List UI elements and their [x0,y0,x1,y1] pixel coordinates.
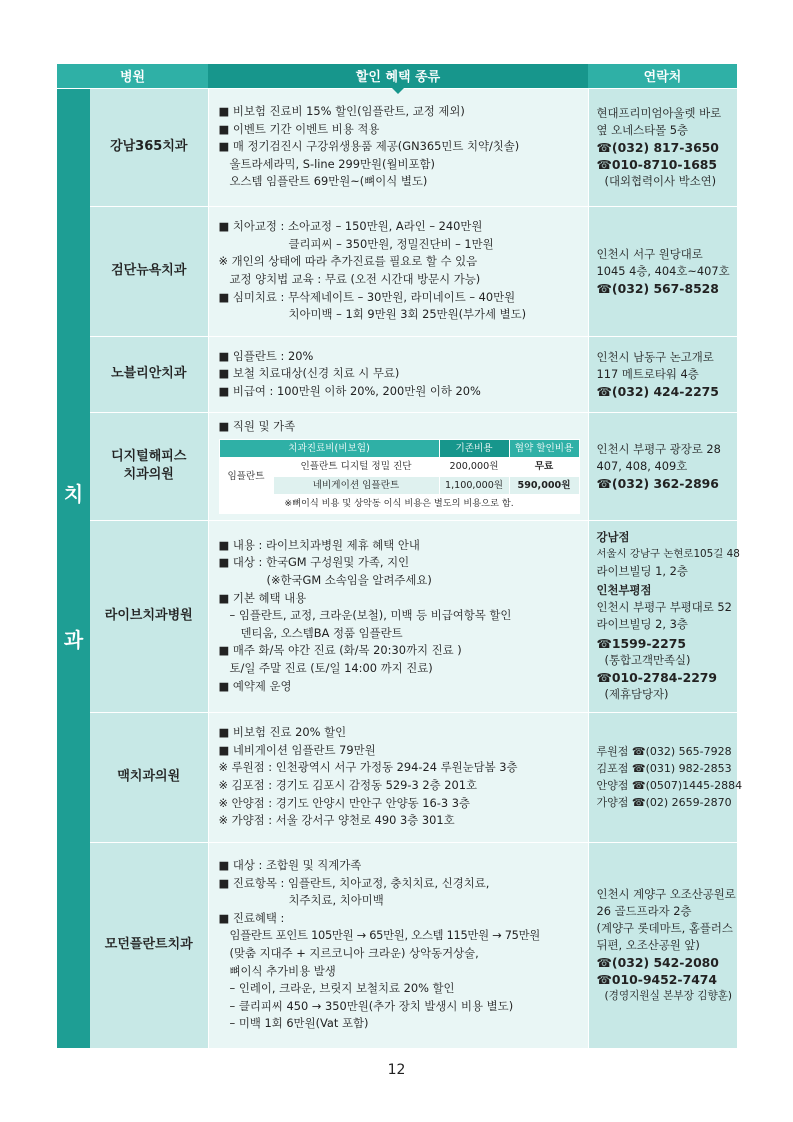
table-row [57,206,737,336]
detail-line: ■ 이벤트 기간 이벤트 비용 적용 [218,121,380,136]
category-cell [57,88,90,1048]
contact-line: 117 메트로타워 4층 [596,366,699,381]
detail-line: ※ 가양점 : 서울 강서구 양천로 490 3층 301호 [218,813,455,828]
detail-line: (맞춤 지대주 + 지르코니아 크라운) 상악동거상술, [229,946,479,960]
detail-line: 뼈이식 추가비용 발생 [229,963,336,978]
benefit-detail [208,336,588,412]
contact-line: 인천시 계양구 오조산공원로 [596,886,736,901]
contact-phone: ☎(032) 362-2896 [596,475,719,491]
contact-line: (통합고객만족실) [604,653,691,667]
benefit-detail [208,88,588,206]
detail-line: ■ 대상 : 한국GM 구성원및 가족, 지인 [218,555,410,570]
detail-line: ※ 루원점 : 인천광역시 서구 가정동 294-24 루원눈담봄 3층 [218,760,518,775]
contact-info [588,520,740,712]
contact-line: 현대프리미엄아울렛 바로 [596,105,722,120]
contact-line: 라이브빌딩 2, 3층 [596,617,688,631]
contact-line: (대외협력이사 박소연) [604,173,717,188]
detail-line: 치주치료, 치아미백 [288,893,384,908]
contact-line: (계양구 롯데마트, 홈플러스 [596,920,733,935]
hospital-name [90,412,208,520]
hospital-name-line: 디지털해피스 [111,449,187,464]
table-row [57,712,737,842]
contact-phone: ☎010-2784-2279 [596,670,718,685]
detail-line: ■ 직원 및 가족 [218,419,296,434]
hospital-name: 검단뉴욕치과 [90,206,208,336]
contact-line: 옆 오네스타몰 5층 [596,122,689,137]
detail-line: – 임플란트, 교정, 크라운(보철), 미백 등 비급여항목 할인 [229,608,512,623]
page-number: 12 [387,1062,406,1078]
detail-line: ※ 안양점 : 경기도 안양시 만안구 안양동 16-3 3층 [218,795,471,810]
header-contact: 연락처 [588,64,737,88]
contact-line: (경영지원실 본부장 김향훈) [604,989,733,1002]
header-hospital: 병원 [57,64,208,88]
detail-line: 치아미백 – 1회 9만원 3회 25만원(부가세 별도) [288,307,527,322]
table-header [57,64,737,88]
contact-line: 뒤편, 오조산공원 앞) [596,937,700,952]
detail-line: 임플란트 포인트 105만원 → 65만원, 오스템 115만원 → 75만원 [229,928,541,943]
detail-line: ■ 내용 : 라이브치과병원 제휴 혜택 안내 [218,537,420,552]
detail-line: ※ 김포점 : 경기도 김포시 감정동 529-3 2층 201호 [218,778,477,792]
hospital-name: 모던플란트치과 [90,842,208,1048]
detail-line: – 미백 1회 6만원(Vat 포함) [229,1016,369,1031]
contact-phone: ☎010-9452-7474 [596,971,718,987]
category-char: 치 [63,482,84,506]
price-cell: 1,100,000원 [439,476,509,495]
detail-line: 울트라세라믹, S-line 299만원(월비포함) [229,156,435,171]
price-table-label: 임플란트 [219,458,273,495]
price-cell: 590,000원 [509,476,579,495]
price-cell: 네비게이션 임플란트 [273,476,439,495]
detail-line: ■ 진료혜택 : [218,910,285,925]
benefit-detail [208,412,588,520]
table-row [57,88,737,206]
price-table-header: 치과진료비(비보험) [219,439,439,458]
contact-phone: ☎(032) 817-3650 [596,139,719,155]
detail-line: ■ 예약제 운영 [218,678,292,693]
contact-phone: ☎1599-2275 [596,636,687,651]
contact-info [588,842,737,1048]
detail-line: ■ 진료항목 : 임플란트, 치아교정, 충치치료, 신경치료, [218,875,490,890]
table-row [57,842,737,1048]
price-table-header: 협약 할인비용 [509,439,579,458]
detail-line: 토/일 주말 진료 (토/일 14:00 까지 진료) [229,660,433,675]
hospital-name: 맥치과의원 [90,712,208,842]
table-row [57,520,737,712]
detail-line: 교정 양치법 교육 : 무료 (오전 시간대 방문시 가능) [229,272,481,286]
contact-info [588,206,737,336]
price-table [219,439,580,514]
detail-line: ■ 비급여 : 100만원 이하 20%, 200만원 이하 20% [218,383,481,398]
category-char: 과 [63,628,84,652]
detail-line: 클리피씨 – 350만원, 정밀진단비 – 1만원 [288,236,494,251]
contact-phone: ☎(032) 542-2080 [596,954,719,970]
price-cell: 인플란트 디지털 정밀 진단 [273,458,439,477]
detail-line: ■ 네비게이션 임플란트 79만원 [218,742,376,757]
contact-phone: 김포점 ☎(031) 982-2853 [596,762,732,775]
detail-line: 덴티움, 오스템BA 정품 임플란트 [240,625,403,640]
detail-line: ■ 매 정기검진시 구강위생용품 제공(GN365민트 치약/칫솔) [218,139,520,154]
detail-line: ■ 치아교정 : 소아교정 – 150만원, A라인 – 240만원 [218,219,483,234]
detail-line: – 클리피씨 450 → 350만원(추가 장치 발생시 비용 별도) [229,998,514,1013]
price-cell: 200,000원 [439,458,509,477]
price-table-note: ※뼈이식 비용 및 상악동 이식 비용은 별도의 비용으로 함. [219,495,579,514]
contact-line: (제휴담당자) [604,687,669,701]
benefit-table [57,64,743,1049]
contact-phone: ☎(032) 567-8528 [596,280,719,296]
detail-line: ■ 매주 화/목 야간 진료 (화/목 20:30까지 진료 ) [218,643,462,658]
contact-phone: 가양점 ☎(02) 2659-2870 [596,796,732,809]
contact-info [588,412,737,520]
contact-line: 인천시 부평구 부평대로 52 [596,600,732,614]
detail-line: ■ 기본 혜택 내용 [218,590,307,605]
contact-line: 26 골드프라자 2층 [596,903,692,918]
contact-line: 인천시 남동구 논고개로 [596,349,714,364]
contact-line: 1045 4층, 404호~407호 [596,263,730,278]
benefit-detail [208,520,588,712]
hospital-name: 강남365치과 [90,88,208,206]
contact-phone: 안양점 ☎(0507)1445-2884 [596,779,743,792]
detail-line: ■ 비보험 진료비 15% 할인(임플란트, 교정 제외) [218,104,465,119]
detail-line: ■ 임플란트 : 20% [218,348,314,363]
contact-line: 인천시 부평구 광장로 28 [596,441,721,456]
detail-line: – 인레이, 크라운, 브릿지 보철치료 20% 할인 [229,981,455,996]
contact-info [588,336,737,412]
detail-line: ※ 개인의 상태에 따라 추가진료를 필요로 할 수 있음 [218,254,478,269]
price-cell: 무료 [509,458,579,477]
benefit-detail [208,712,588,842]
header-benefit: 할인 혜택 종류 [208,64,588,88]
contact-phone: 루원점 ☎(032) 565-7928 [596,745,732,758]
hospital-name: 라이브치과병원 [90,520,208,712]
benefit-detail [208,842,588,1048]
price-table-header: 기존비용 [439,439,509,458]
detail-line: ■ 비보험 진료 20% 할인 [218,725,347,740]
detail-line: ■ 대상 : 조합원 및 직계가족 [218,858,362,873]
table-row [57,412,737,520]
detail-line: ■ 보철 치료대상(신경 치료 시 무료) [218,366,400,381]
contact-line: 인천시 서구 원당대로 [596,246,703,261]
detail-line: 오스템 임플란트 69만원~(뼈이식 별도) [229,174,428,189]
hospital-name: 노블리안치과 [90,336,208,412]
contact-line: 407, 408, 409호 [596,458,688,473]
contact-info [588,712,743,842]
detail-line: (※한국GM 소속임을 알려주세요) [266,573,432,588]
table-row [57,336,737,412]
contact-phone: ☎010-8710-1685 [596,156,718,172]
branch-title: 강남점 [596,530,630,544]
hospital-name-line: 치과의원 [123,467,174,482]
branch-title: 인천부평점 [596,583,652,597]
contact-line: 라이브빌딩 1, 2층 [596,564,688,578]
contact-phone: ☎(032) 424-2275 [596,383,719,399]
detail-line: ■ 심미치료 : 무삭제네이트 – 30만원, 라미네이트 – 40만원 [218,289,516,304]
benefit-detail [208,206,588,336]
contact-line: 서울시 강남구 논현로105길 48 [596,548,740,560]
contact-info [588,88,737,206]
